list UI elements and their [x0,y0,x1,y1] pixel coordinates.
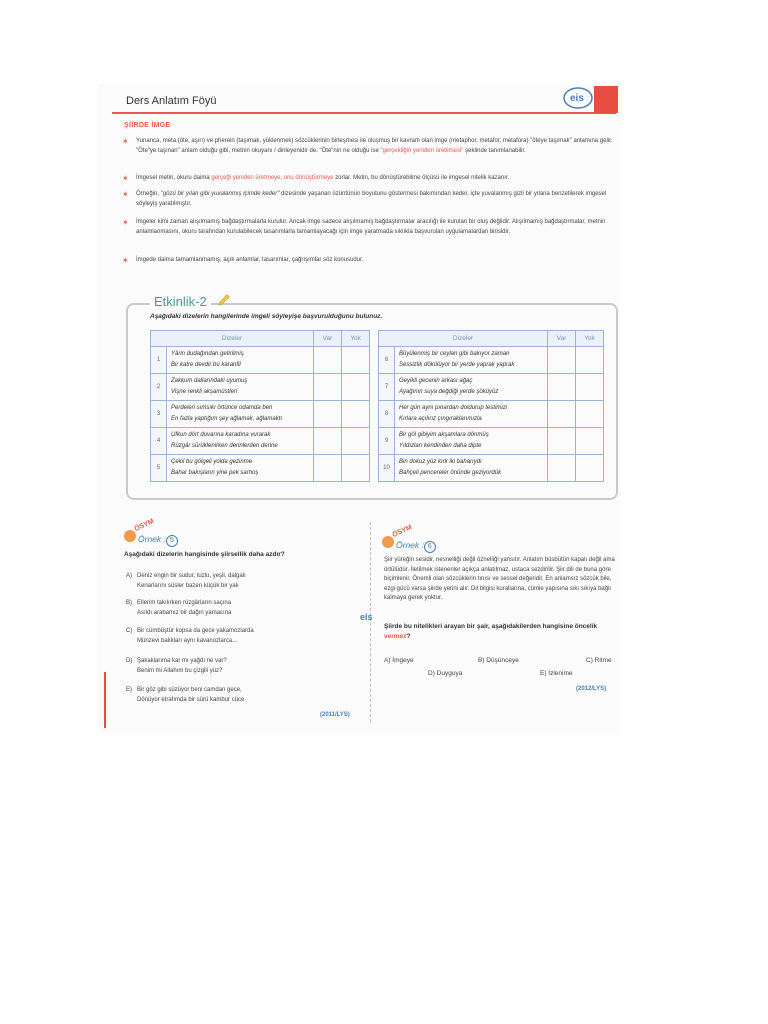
bullet-3: ✶ Örneğin, "gözü bir yılan gibi yuvalanmış içimde keder" dizesinde yaşanan üzüntünün boyutunu göstermesi bakımından keder, içte yuvalanmış gizli bir yılana benzetilerek imgesel söyleyiş yaratılmıştır. [122,190,607,207]
yes-cell[interactable] [314,455,342,482]
yes-cell[interactable] [314,401,342,428]
verse-row: 1 Yârin dudağından getirilmiş Bir katre devdir bu karanfil [151,347,370,374]
no-cell[interactable] [342,374,370,401]
yes-cell[interactable] [548,347,576,374]
verse-row: 6 Büyülenmiş bir ceylan gibi bakıyor zaman Sessizlik dökülüyor bir yerde yaprak yaprak [379,347,604,374]
verses-table-right [378,330,604,482]
osym-badge: ÖSYM [133,517,156,534]
verses-header: Dizeler [379,331,548,347]
yes-cell[interactable] [314,374,342,401]
verse-row: 9 Bir göl gibiyim akşamlara dönmüş Yıldızları kendinden daha dipte [379,428,604,455]
bullet-4: ✶ İmgeler kimi zaman alışılmamış bağdaştırmalarla kurulur. Ancak imge sadece alışılmamış bağdaştırmalar aracılığı ile kurulan bir oluş değildir. Alışılmamış bağdaştırmalar, metnin anlamlanmasını, okuru tarafından kurulabilecek tasarımlarla tamamlayacağı için imge yaratmada sıklıkla başvurulan uygulamalardan birisidir. [122,218,606,235]
verse-row: 2 Zakkum dallarındaki uyumuş Vişne renkli akşamüstleri [151,374,370,401]
no-cell[interactable] [576,428,604,455]
yes-cell[interactable] [548,401,576,428]
yes-cell[interactable] [548,455,576,482]
bullet-5: ✶ İmgede daima tamamlanmamış, açık anlamlar, tasarımlar, çağrışımlar söz konusudur. [122,256,364,265]
page-title: Ders Anlatım Föyü [126,95,217,107]
yes-cell[interactable] [314,347,342,374]
bullet-2: ✶ İmgesel metin, okuru daima gerçeği yeniden üretmeye, onu dönüştürmeye zorlar. Metin, bu dönüştürebilme ölçüsü ile imgesel nitelik kazanır. [122,174,510,183]
no-header: Yok [576,331,604,347]
example-6-label: Örnek : 6 [396,540,436,553]
q5-year: (2011/LYS) [320,712,350,718]
verse-row: 4 Ufkun dört duvarına karadına vurarak Rüzgâr sürüklenirken derinlerden derine [151,428,370,455]
q5-option-e[interactable]: E) Bir göz gibi süzüyor beni camdan gece, Dönüyor etrafımda bir sürü kambur cüce [126,687,245,703]
side-red-bar [104,672,106,728]
q5-option-c[interactable]: C) Bir cümbüştür kopsa da gece yakamozlarda Münzevi balıkları aynı kavanozlarca... [126,628,254,644]
star-icon: ✶ [122,137,129,146]
svg-text:eis: eis [570,93,584,104]
q6-question: Şiirde bu nitelikleri arayan bir şair, aşağıdakilerden hangisine öncelik vermez? [384,623,598,640]
yes-header: Var [314,331,342,347]
verse-row: 8 Her gün aynı pınardan doldurup testimizi Kırlara açılırız çıngıraklarımızla [379,401,604,428]
q6-passage: Şiir yüreğin sesidir, nesnelliği değil öznelliği yansıtır. Anlatım büsbütün kapalı değil ama örtülüdür. İletilmek istenenler açıkça anlatılmaz, ustaca sezdirilir. Şiir dili de buna göre biçimlenir. Önemli olan sözcüklerin tınısı ve sessel değeridir. En anlamsız sözcük bile, ezgi gücü varsa şiirde yerini alır. Dil bilgisi kurallarına, cümle yapısına sıkı sıkıya bağlı kalmaya gerek yoktur. [384,557,615,601]
yes-cell[interactable] [314,428,342,455]
star-icon: ✶ [122,174,129,183]
verses-table-left [150,330,370,482]
activity-question: Aşağıdaki dizelerin hangilerinde imgeli söyleyişe başvurulduğunu bulunuz. [150,313,383,320]
no-cell[interactable] [576,455,604,482]
column-divider [370,522,371,722]
example-number: 5 [166,535,178,547]
q5-option-d[interactable]: D) Şakaklarıma kar mı yağdı ne var? Benim mi Allahım bu çizgili yüz? [126,658,227,674]
section-title: ŞİİRDE İMGE [124,122,171,129]
q5-option-b[interactable]: B) Ellerim takılırken rüzgârların saçına Asıldı arabamız bir dağın yamacına [126,600,232,616]
publisher-logo [562,86,594,112]
q6-option-b[interactable]: B) Düşünceye [478,657,519,664]
verses-header: Dizeler [151,331,314,347]
verse-row: 5 Çekil bu gölgeli yolda gezinme Bahar bakışların yine pek sarhoş [151,455,370,482]
star-icon: ✶ [122,190,129,199]
activity-title: Etkinlik-2 [150,294,211,309]
no-cell[interactable] [576,401,604,428]
bullet-1: ✶ Yunanca, meta (öte, aşırı) ve pherein (taşımak, yüklenmek) sözcüklerinin birleşmesi ile oluşmuş bir kavram olan imge (metaphor, metafor, metafora) "öteye taşımak" anlamına gelir. "Öte"ye taşınan" anlam olduğu gibi, metnin okuyanı / dinleyenidir de. "Öte"nin ne olduğu ise "gerçekliğin yeniden üretilmesi" şeklinde tanımlanabilir. [122,137,613,154]
q6-option-c[interactable]: C) Ritme [586,657,612,664]
q6-option-e[interactable]: E) İzlenime [540,670,573,677]
verse-row: 3 Perdeleri sımsıkı örtünce odamda ben En fazla yaptığım şey ağlamak, ağlamaktı [151,401,370,428]
q5-prompt: Aşağıdaki dizelerin hangisinde şiirsellik daha azdır? [124,551,285,558]
verse-row: 7 Geyikli gecenin arkası ağaç Ayağının suya değdiği yerde şöküyüz [379,374,604,401]
no-cell[interactable] [576,374,604,401]
no-cell[interactable] [342,455,370,482]
osym-dot-icon [382,536,394,548]
pencil-icon [217,293,231,312]
example-5-label: Örnek : 5 [138,534,178,547]
publisher-logo-small: eis [360,612,373,622]
no-cell[interactable] [342,347,370,374]
header-bar [112,86,616,114]
q6-option-a[interactable]: A) İmgeye [384,657,414,664]
example-number: 6 [424,541,436,553]
yes-cell[interactable] [548,374,576,401]
q6-year: (2012/LYS) [576,686,607,692]
header-red-tab [594,86,618,113]
yes-header: Var [548,331,576,347]
q6-option-d[interactable]: D) Duyguya [428,670,463,677]
osym-badge: ÖSYM [391,523,414,540]
no-cell[interactable] [576,347,604,374]
no-header: Yok [342,331,370,347]
star-icon: ✶ [122,256,129,265]
verse-row: 10 Bin dokuz yüz kırk iki baharıydı Bahçeli pencereler önünde geziyordük [379,455,604,482]
q5-option-a[interactable]: A) Deniz engin bir sudur, tuzlu, yeşil, dalgalı Kenarlarını süsler bazen küçük bir yalı [126,573,246,589]
no-cell[interactable] [342,401,370,428]
no-cell[interactable] [342,428,370,455]
yes-cell[interactable] [548,428,576,455]
osym-dot-icon [124,530,136,542]
star-icon: ✶ [122,218,129,227]
